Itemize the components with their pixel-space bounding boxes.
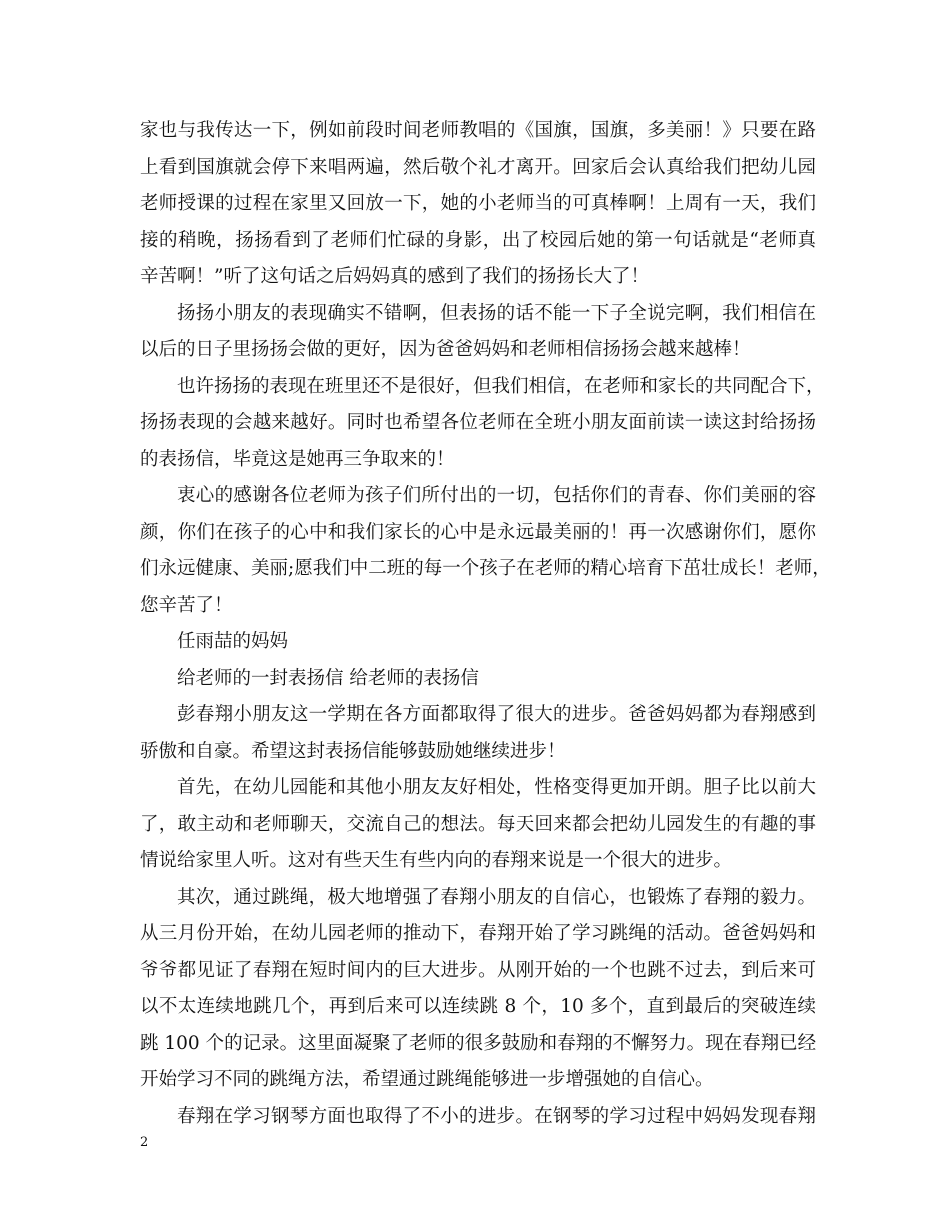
text-line: 以不太连续地跳几个，再到后来可以连续跳 8 个，10 多个，直到最后的突破连续 <box>140 996 816 1017</box>
text-line: 跳 100 个的记录。这里面凝聚了老师的很多鼓励和春翔的不懈努力。现在春翔已经 <box>140 1032 817 1054</box>
text-line: 春翔在学习钢琴方面也取得了不小的进步。在钢琴的学习过程中妈妈发现春翔 <box>177 1105 816 1127</box>
document-body <box>140 113 831 1135</box>
text-line: 的表扬信，毕竟这是她再三争取来的！ <box>140 448 455 470</box>
page-number: 2 <box>140 1135 149 1150</box>
text-line: 任雨喆的妈妈 <box>177 631 289 652</box>
text-line: 以后的日子里扬扬会做的更好，因为爸爸妈妈和老师相信扬扬会越来越棒！ <box>140 339 751 360</box>
text-line: 辛苦啊！”听了这句话之后妈妈真的感到了我们的扬扬长大了！ <box>140 266 649 287</box>
text-line: 开始学习不同的跳绳方法，希望通过跳绳能够进一步增强她的自信心。 <box>140 1069 714 1090</box>
text-line: 接的稍晚，扬扬看到了老师们忙碌的身影，出了校园后她的第一句话就是“老师真 <box>140 229 816 251</box>
text-line: 扬扬表现的会越来越好。同时也希望各位老师在全班小朋友面前读一读这封给扬扬 <box>140 412 816 433</box>
text-line: 家也与我传达一下，例如前段时间老师教唱的《国旗，国旗，多美丽！》只要在路 <box>140 120 816 141</box>
text-line: 爷爷都见证了春翔在短时间内的巨大进步。从刚开始的一个也跳不过去，到后来可 <box>140 959 816 981</box>
text-line: 骄傲和自豪。希望这封表扬信能够鼓励她继续进步！ <box>140 740 566 762</box>
text-line: 彭春翔小朋友这一学期在各方面都取得了很大的进步。爸爸妈妈都为春翔感到 <box>177 704 816 725</box>
text-line: 了，敢主动和老师聊天，交流自己的想法。每天回来都会把幼儿园发生的有趣的事 <box>140 813 816 835</box>
text-line: 们永远健康、美丽;愿我们中二班的每一个孩子在老师的精心培育下茁壮成长！老师， <box>140 558 831 579</box>
text-line: 情说给家里人听。这对有些天生有些内向的春翔来说是一个很大的进步。 <box>140 850 733 871</box>
text-line: 给老师的一封表扬信 给老师的表扬信 <box>177 667 479 689</box>
text-line: 您辛苦了！ <box>140 594 233 616</box>
text-line: 扬扬小朋友的表现确实不错啊，但表扬的话不能一下子全说完啊，我们相信在 <box>177 302 816 324</box>
text-line: 上看到国旗就会停下来唱两遍，然后敬个礼才离开。回家后会认真给我们把幼儿园 <box>140 156 816 178</box>
text-line: 老师授课的过程在家里又回放一下，她的小老师当的可真棒啊！上周有一天，我们 <box>140 193 816 214</box>
text-line: 其次，通过跳绳，极大地增强了春翔小朋友的自信心，也锻炼了春翔的毅力。 <box>177 886 816 908</box>
text-line: 也许扬扬的表现在班里还不是很好，但我们相信，在老师和家长的共同配合下， <box>177 375 825 397</box>
text-line: 颜，你们在孩子的心中和我们家长的心中是永远最美丽的！再一次感谢你们，愿你 <box>140 521 816 543</box>
text-line: 从三月份开始，在幼儿园老师的推动下，春翔开始了学习跳绳的活动。爸爸妈妈和 <box>140 923 816 944</box>
text-line: 衷心的感谢各位老师为孩子们所付出的一切，包括你们的青春、你们美丽的容 <box>177 485 816 506</box>
text-line: 首先，在幼儿园能和其他小朋友友好相处，性格变得更加开朗。胆子比以前大 <box>177 777 816 798</box>
